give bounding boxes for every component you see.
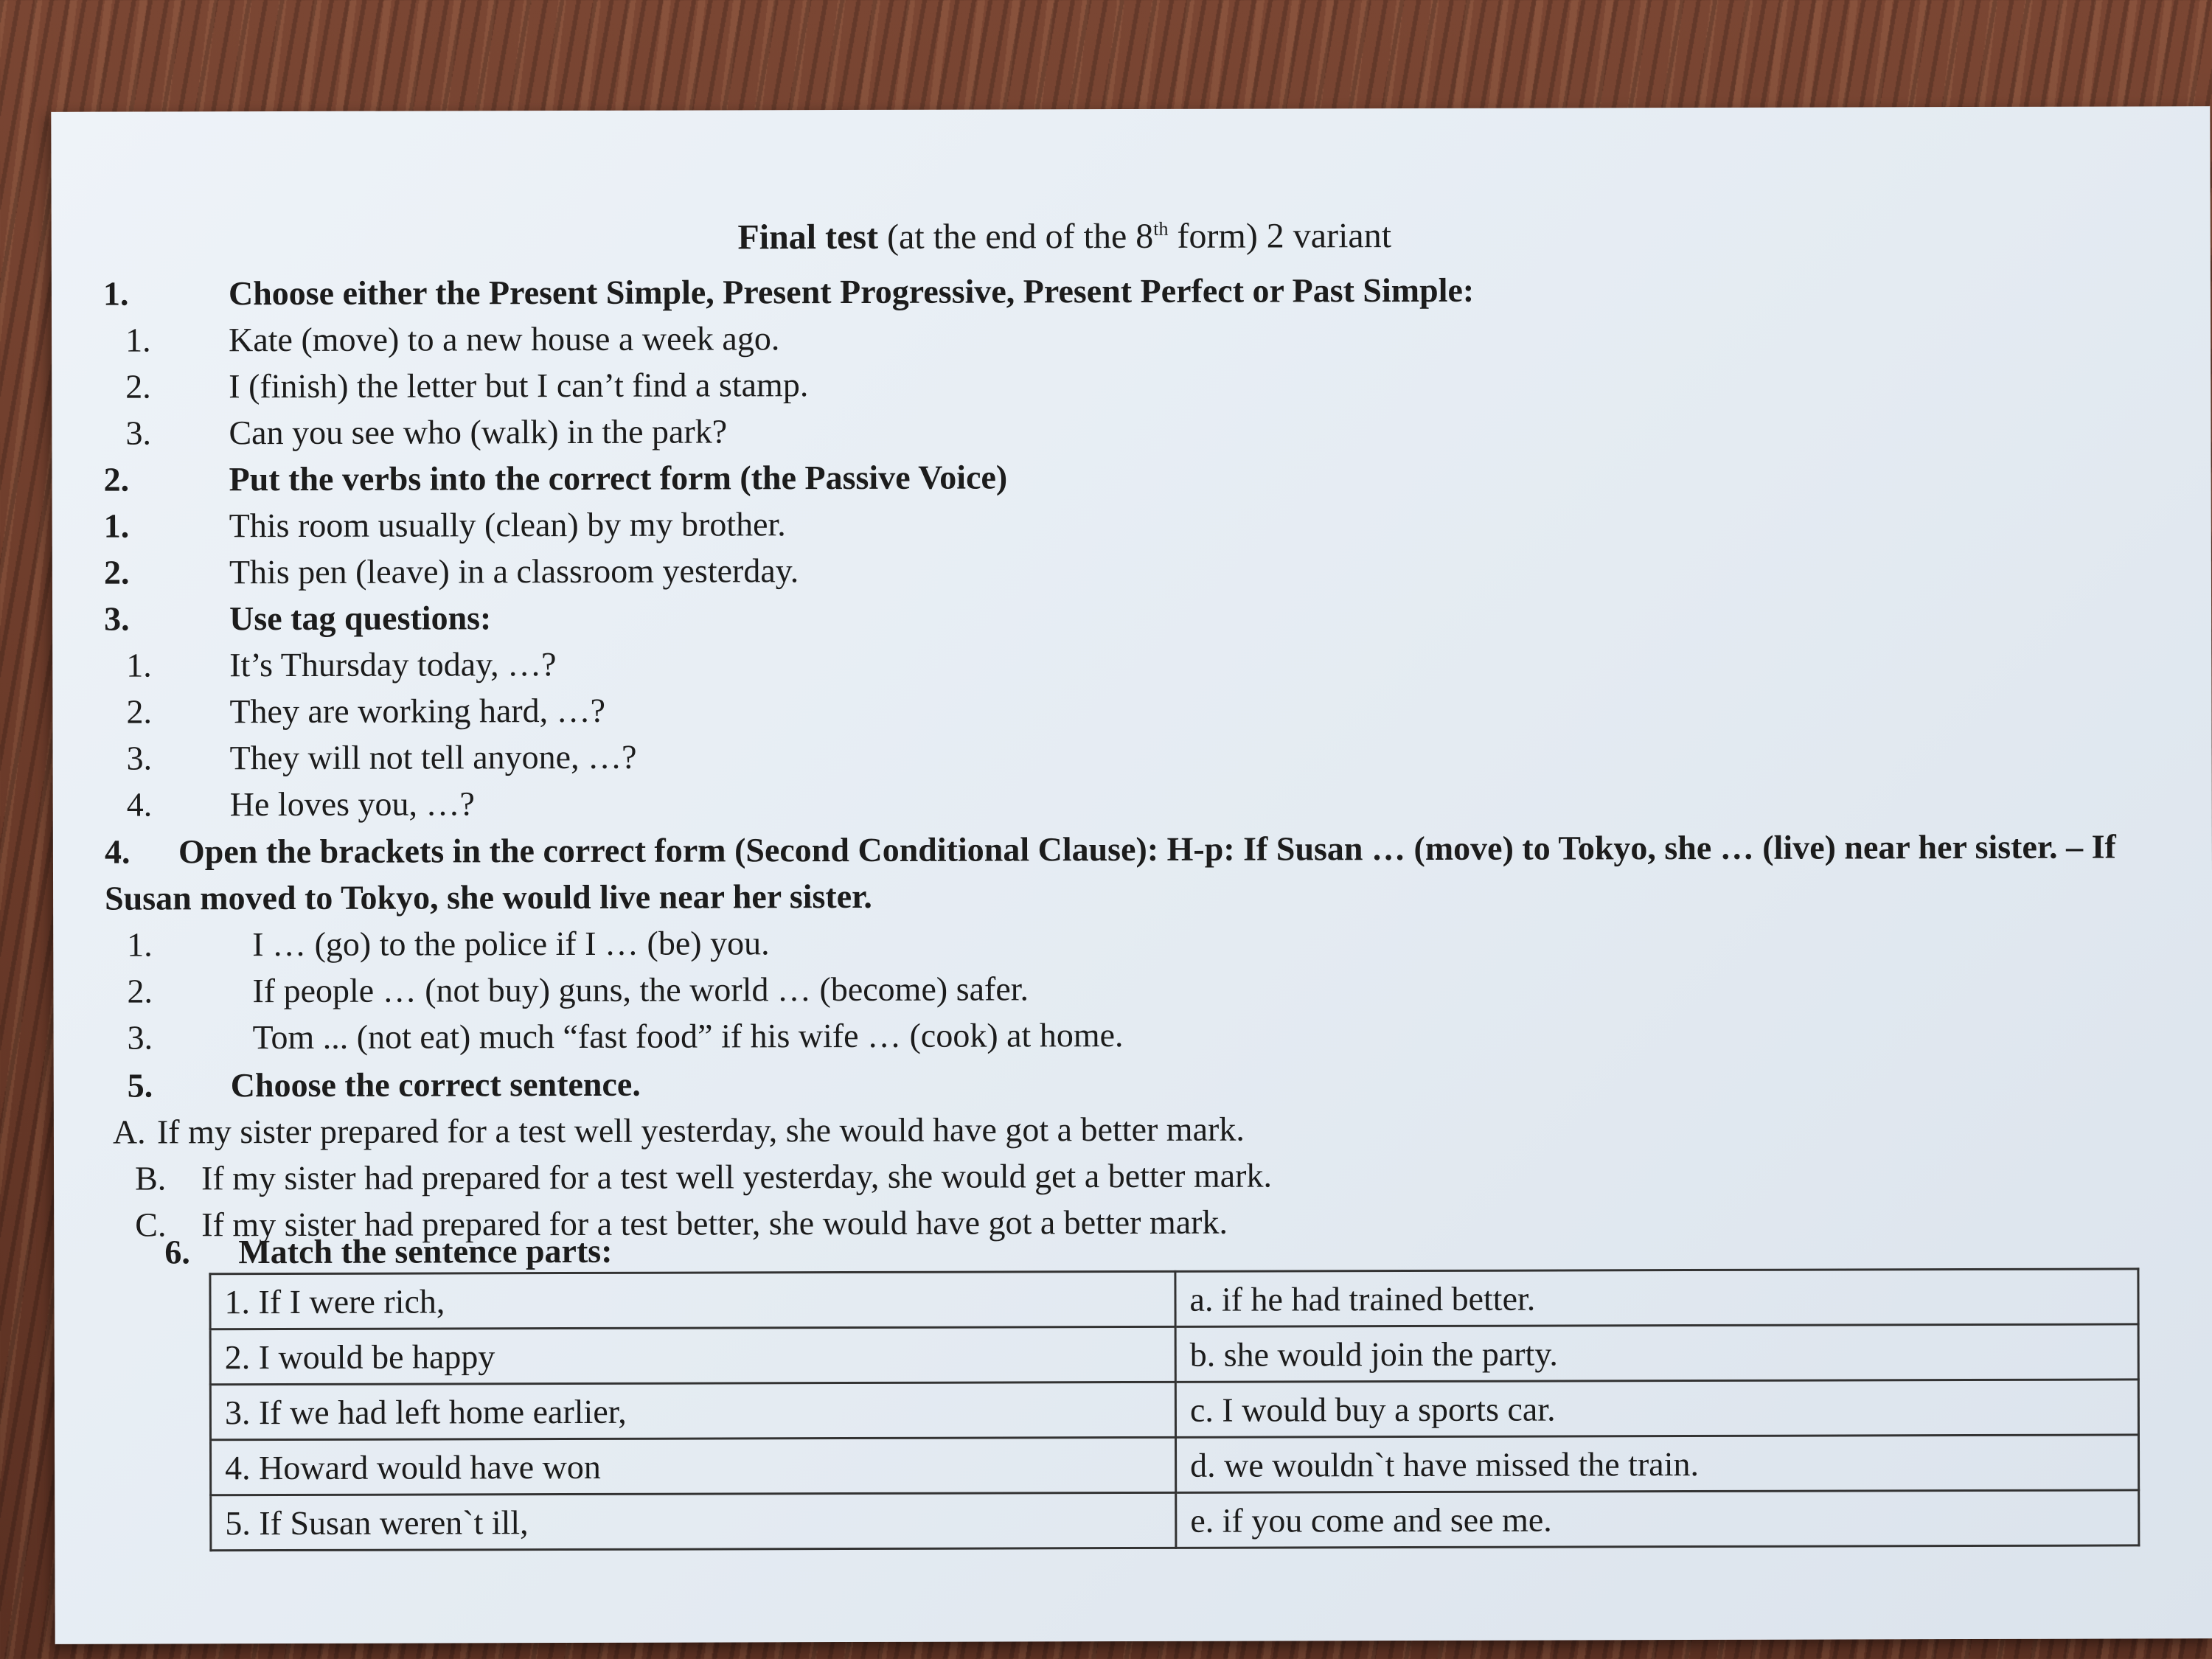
list-item [104, 543, 2152, 595]
option-letter: C. [135, 1206, 167, 1244]
section-heading [105, 823, 2153, 921]
item-number: 2. [127, 972, 153, 1010]
item-number: 2. [103, 553, 130, 591]
section-heading [105, 1223, 2154, 1275]
list-item [105, 776, 2153, 827]
list-item [104, 729, 2152, 781]
section-4 [105, 823, 2154, 1060]
matching-table [209, 1267, 2140, 1551]
section-heading-text: Match the sentence parts: [238, 1231, 613, 1271]
title-part: (at the end of the 8 [886, 216, 1154, 257]
option-text: If my sister prepared for a test well yesterday, she would have got a better mark. [156, 1110, 1245, 1151]
option-text: If my sister had prepared for a test well yesterday, she would get a better mark. [201, 1156, 1273, 1197]
section-heading-text: Use tag questions: [229, 599, 492, 638]
item-number: 1. [127, 925, 153, 964]
section-6 [105, 1223, 2154, 1275]
item-text: I … (go) to the police if I … (be) you. [252, 924, 770, 964]
table-cell: e. if you come and see me. [1176, 1490, 2139, 1548]
table-row [210, 1324, 2138, 1385]
table-row [211, 1490, 2139, 1551]
item-text: They will not tell anyone, …? [229, 737, 637, 777]
section-heading [104, 590, 2152, 641]
option-letter: A. [112, 1113, 146, 1151]
table-cell: 2. I would be happy [210, 1326, 1175, 1384]
section-number: 2. [103, 460, 130, 498]
table-row [210, 1269, 2138, 1329]
title-bold: Final test [737, 217, 879, 257]
section-5 [105, 1057, 2154, 1248]
table-row [211, 1435, 2139, 1495]
list-item [104, 683, 2152, 734]
table-cell: 3. If we had left home earlier, [210, 1382, 1175, 1439]
option-text: If my sister had prepared for a test better, she would have got a better mark. [201, 1203, 1228, 1244]
list-item [127, 962, 2153, 1014]
list-item [103, 404, 2152, 456]
item-text: It’s Thursday today, …? [229, 645, 557, 684]
section-heading [103, 265, 2152, 316]
table-cell: d. we wouldn`t have missed the train. [1175, 1435, 2138, 1492]
list-item [104, 497, 2152, 549]
table-row [210, 1380, 2138, 1440]
section-heading [104, 451, 2152, 502]
item-number: 1. [126, 646, 152, 684]
item-number: 4. [126, 785, 153, 824]
section-heading-text: Choose either the Present Simple, Present Progressive, Present Perfect or Past Simple: [228, 271, 1475, 313]
item-number: 2. [125, 367, 151, 406]
title-part: form) 2 variant [1177, 216, 1392, 256]
item-number: 1. [125, 321, 151, 359]
title-sup: th [1153, 218, 1169, 240]
list-item [127, 916, 2153, 967]
section-heading-text: Put the verbs into the correct form (the Passive Voice) [229, 458, 1008, 498]
section-1 [103, 265, 2152, 456]
list-item [103, 311, 2152, 363]
item-number: 1. [103, 507, 130, 545]
list-item [103, 358, 2152, 409]
item-text: Can you see who (walk) in the park? [229, 412, 728, 452]
item-number: 3. [125, 414, 151, 452]
table-cell: a. if he had trained better. [1175, 1269, 2138, 1326]
item-number: 2. [126, 692, 152, 731]
item-text: This pen (leave) in a classroom yesterday. [229, 552, 799, 591]
table-cell: c. I would buy a sports car. [1175, 1380, 2138, 1437]
section-3 [104, 590, 2153, 827]
table-cell: 4. Howard would have won [211, 1437, 1176, 1495]
section-number: 1. [102, 274, 129, 313]
item-number: 3. [127, 1018, 153, 1057]
test-sheet [51, 106, 2212, 1644]
item-number: 3. [126, 739, 153, 777]
table-cell: b. she would join the party. [1175, 1324, 2138, 1382]
section-number: 4. [104, 832, 131, 871]
section-number: 6. [164, 1233, 190, 1271]
item-text: Kate (move) to a new house a week ago. [229, 319, 780, 359]
section-heading-text: Choose the correct sentence. [230, 1065, 641, 1105]
item-text: He loves you, …? [229, 785, 475, 824]
section-heading-text: Open the brackets in the correct form (Second Conditional Clause): H-p: If Susan … (move) to Tokyo, she … (live) near her sister. – If Susan moved to Tokyo, she would live near her sister. [105, 827, 2116, 917]
test-title [52, 213, 2211, 260]
item-text: They are working hard, …? [229, 691, 606, 731]
table-cell: 1. If I were rich, [210, 1271, 1175, 1329]
list-item [105, 1103, 2154, 1155]
section-number: 3. [104, 599, 130, 638]
option-letter: B. [135, 1159, 167, 1197]
section-2 [104, 451, 2152, 595]
item-text: I (finish) the letter but I can’t find a stamp. [229, 366, 809, 406]
section-heading [105, 1057, 2154, 1108]
item-text: If people … (not buy) guns, the world … (become) safer. [252, 970, 1029, 1010]
list-item [127, 1009, 2153, 1060]
list-item [104, 636, 2152, 688]
item-text: Tom ... (not eat) much “fast food” if his wife … (cook) at home. [252, 1016, 1124, 1057]
table-cell: 5. If Susan weren`t ill, [211, 1492, 1176, 1550]
item-text: This room usually (clean) by my brother. [229, 505, 786, 545]
section-number: 5. [127, 1066, 153, 1105]
list-item [105, 1150, 2154, 1201]
